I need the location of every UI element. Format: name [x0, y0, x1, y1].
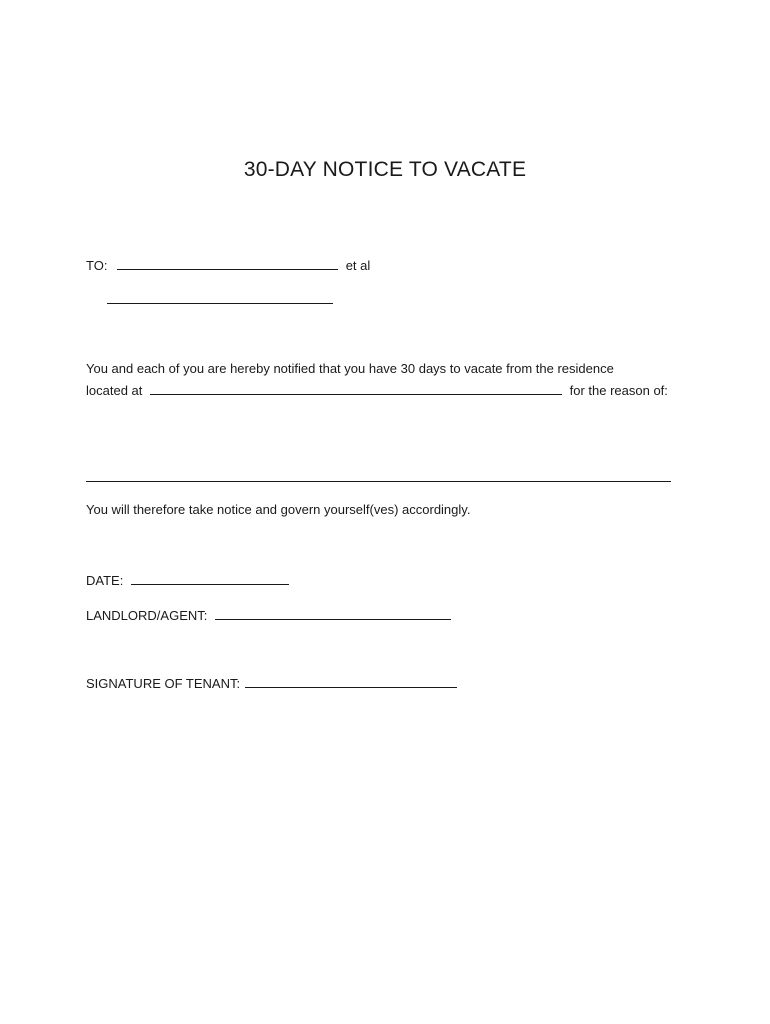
date-line: [86, 572, 289, 589]
signature-line: [86, 675, 457, 692]
signature-label: SIGNATURE OF TENANT:: [86, 676, 241, 691]
date-blank[interactable]: [131, 572, 289, 585]
residence-address-blank[interactable]: [150, 382, 562, 395]
govern-text: You will therefore take notice and govern yourself(ves) accordingly.: [86, 502, 471, 517]
landlord-line: [86, 607, 451, 624]
signature-blank[interactable]: [245, 675, 457, 688]
notice-body-line2: [86, 382, 668, 399]
to-line: [86, 257, 370, 274]
landlord-blank[interactable]: [215, 607, 451, 620]
page-title: 30-DAY NOTICE TO VACATE: [243, 158, 527, 181]
to-label: TO:: [86, 258, 108, 273]
notice-body-line1: You and each of you are hereby notified that you have 30 days to vacate from the residence: [86, 361, 614, 376]
et-al-text: et al: [345, 258, 371, 273]
second-tenant-blank[interactable]: [107, 303, 333, 304]
located-at-label: located at: [86, 383, 143, 398]
reason-label: for the reason of:: [569, 383, 668, 398]
reason-blank[interactable]: [86, 481, 671, 482]
date-label: DATE:: [86, 573, 124, 588]
to-name-blank[interactable]: [117, 257, 338, 270]
landlord-label: LANDLORD/AGENT:: [86, 608, 208, 623]
